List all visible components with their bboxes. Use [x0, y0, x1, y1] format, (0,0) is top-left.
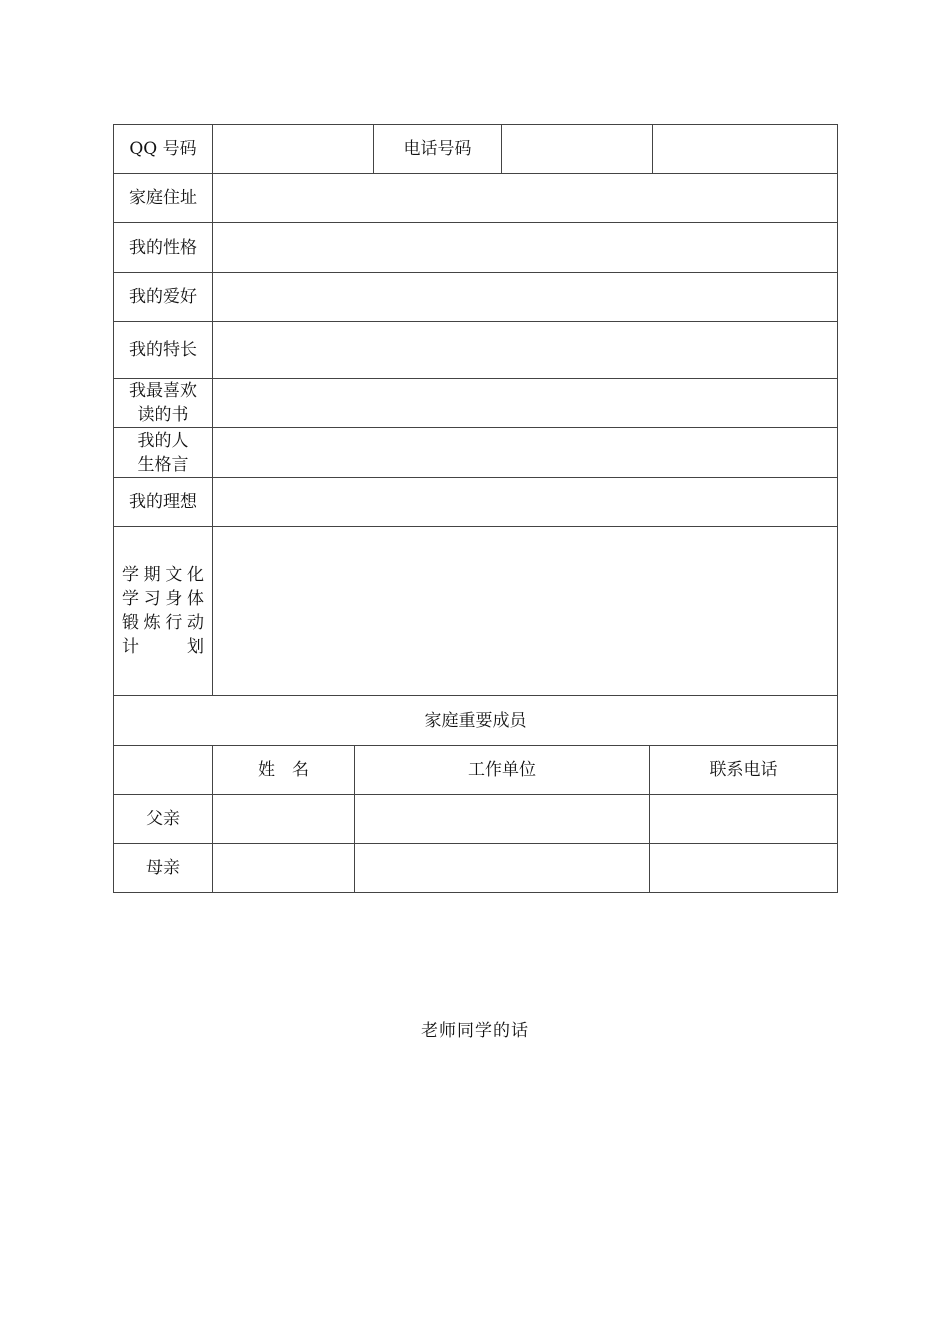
mother-name-field[interactable]	[213, 844, 355, 893]
family-workplace-column-header: 工作单位	[355, 746, 650, 795]
row-motto	[114, 428, 838, 478]
hobby-field[interactable]	[213, 273, 838, 322]
mother-phone-field[interactable]	[650, 844, 838, 893]
row-family-columns	[114, 746, 838, 795]
personality-label: 我的性格	[114, 223, 213, 273]
address-label: 家庭住址	[114, 174, 213, 223]
row-ideal	[114, 478, 838, 527]
table-row	[114, 795, 838, 844]
ideal-label: 我的理想	[114, 478, 213, 527]
favorite-book-field[interactable]	[213, 379, 838, 428]
father-phone-field[interactable]	[650, 795, 838, 844]
family-relation-column-header	[114, 746, 213, 795]
address-field[interactable]	[213, 174, 838, 223]
father-name-field[interactable]	[213, 795, 355, 844]
specialty-label: 我的特长	[114, 322, 213, 379]
qq-field[interactable]	[213, 125, 374, 174]
motto-label: 我的人 生格言	[114, 428, 213, 478]
qq-label: QQ 号码	[114, 125, 213, 174]
father-workplace-field[interactable]	[355, 795, 650, 844]
family-relation-mother: 母亲	[114, 844, 213, 893]
row-hobby	[114, 273, 838, 322]
family-header: 家庭重要成员	[114, 696, 838, 746]
plan-label: 学期文化 学习身体 锻炼行动 计 划	[114, 527, 213, 696]
table-row	[114, 844, 838, 893]
phone-label: 电话号码	[374, 125, 502, 174]
row-specialty	[114, 322, 838, 379]
row-family-header	[114, 696, 838, 746]
family-phone-column-header: 联系电话	[650, 746, 838, 795]
motto-field[interactable]	[213, 428, 838, 478]
row-plan	[114, 527, 838, 696]
family-name-column-header: 姓 名	[213, 746, 355, 795]
personality-field[interactable]	[213, 223, 838, 273]
hobby-label: 我的爱好	[114, 273, 213, 322]
row-address	[114, 174, 838, 223]
mother-workplace-field[interactable]	[355, 844, 650, 893]
row-contact	[114, 125, 838, 174]
ideal-field[interactable]	[213, 478, 838, 527]
plan-field[interactable]	[213, 527, 838, 696]
specialty-field[interactable]	[213, 322, 838, 379]
phone-field[interactable]	[502, 125, 653, 174]
row-personality	[114, 223, 838, 273]
student-info-form	[113, 124, 838, 893]
row-favorite-book	[114, 379, 838, 428]
phone-extra-field[interactable]	[653, 125, 838, 174]
family-relation-father: 父亲	[114, 795, 213, 844]
favorite-book-label: 我最喜欢 读的书	[114, 379, 213, 428]
teacher-classmate-comments-title: 老师同学的话	[421, 1021, 529, 1041]
